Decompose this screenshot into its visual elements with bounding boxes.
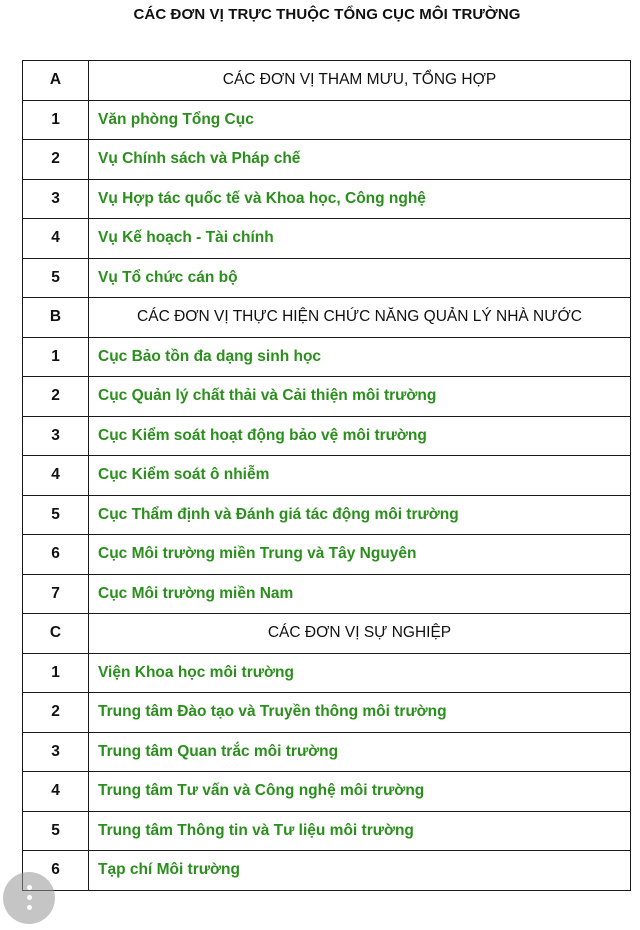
unit-link[interactable]: Vụ Tổ chức cán bộ <box>89 258 631 298</box>
table-row <box>23 140 631 180</box>
section-heading: CÁC ĐƠN VỊ SỰ NGHIỆP <box>89 614 631 654</box>
row-number: 3 <box>23 179 89 219</box>
row-number: 1 <box>23 100 89 140</box>
unit-link[interactable]: Cục Quản lý chất thải và Cải thiện môi trường <box>89 377 631 417</box>
table-row <box>23 416 631 456</box>
table-row <box>23 574 631 614</box>
row-number: 5 <box>23 495 89 535</box>
table-row <box>23 811 631 851</box>
row-number: 2 <box>23 140 89 180</box>
table-row <box>23 456 631 496</box>
row-number: 5 <box>23 811 89 851</box>
row-number: 6 <box>23 851 89 891</box>
table-row <box>23 377 631 417</box>
unit-link[interactable]: Cục Bảo tồn đa dạng sinh học <box>89 337 631 377</box>
unit-link[interactable]: Cục Môi trường miền Trung và Tây Nguyên <box>89 535 631 575</box>
unit-link[interactable]: Vụ Hợp tác quốc tế và Khoa học, Công nghệ <box>89 179 631 219</box>
row-number: 4 <box>23 219 89 259</box>
row-number: 2 <box>23 377 89 417</box>
row-number: 4 <box>23 772 89 812</box>
table-row <box>23 772 631 812</box>
table-row <box>23 179 631 219</box>
row-number: 2 <box>23 693 89 733</box>
row-number: 4 <box>23 456 89 496</box>
table-row <box>23 732 631 772</box>
row-number: 3 <box>23 416 89 456</box>
table-row <box>23 219 631 259</box>
unit-link[interactable]: Tạp chí Môi trường <box>89 851 631 891</box>
table-row <box>23 337 631 377</box>
section-header-row <box>23 61 631 101</box>
unit-link[interactable]: Vụ Chính sách và Pháp chế <box>89 140 631 180</box>
row-number: 1 <box>23 653 89 693</box>
more-vertical-icon <box>27 885 32 890</box>
section-code: C <box>23 614 89 654</box>
section-code: A <box>23 61 89 101</box>
unit-link[interactable]: Trung tâm Thông tin và Tư liệu môi trường <box>89 811 631 851</box>
row-number: 3 <box>23 732 89 772</box>
page-title: CÁC ĐƠN VỊ TRỰC THUỘC TỔNG CỤC MÔI TRƯỜNG <box>133 6 521 23</box>
section-heading: CÁC ĐƠN VỊ THỰC HIỆN CHỨC NĂNG QUẢN LÝ NHÀ NƯỚC <box>89 298 631 338</box>
more-vertical-icon <box>27 905 32 910</box>
section-heading: CÁC ĐƠN VỊ THAM MƯU, TỔNG HỢP <box>89 61 631 101</box>
section-header-row <box>23 298 631 338</box>
unit-link[interactable]: Vụ Kế hoạch - Tài chính <box>89 219 631 259</box>
row-number: 1 <box>23 337 89 377</box>
more-options-button[interactable] <box>3 872 55 924</box>
unit-link[interactable]: Văn phòng Tổng Cục <box>89 100 631 140</box>
section-code: B <box>23 298 89 338</box>
unit-link[interactable]: Cục Thẩm định và Đánh giá tác động môi trường <box>89 495 631 535</box>
unit-link[interactable]: Cục Môi trường miền Nam <box>89 574 631 614</box>
unit-link[interactable]: Cục Kiểm soát ô nhiễm <box>89 456 631 496</box>
table-row <box>23 495 631 535</box>
table-row <box>23 258 631 298</box>
table-row <box>23 851 631 891</box>
table-row <box>23 653 631 693</box>
row-number: 5 <box>23 258 89 298</box>
unit-link[interactable]: Viện Khoa học môi trường <box>89 653 631 693</box>
unit-link[interactable]: Cục Kiểm soát hoạt động bảo vệ môi trường <box>89 416 631 456</box>
row-number: 7 <box>23 574 89 614</box>
units-table <box>22 60 631 891</box>
table-row <box>23 535 631 575</box>
unit-link[interactable]: Trung tâm Quan trắc môi trường <box>89 732 631 772</box>
row-number: 6 <box>23 535 89 575</box>
section-header-row <box>23 614 631 654</box>
table-row <box>23 100 631 140</box>
table-row <box>23 693 631 733</box>
unit-link[interactable]: Trung tâm Tư vấn và Công nghệ môi trường <box>89 772 631 812</box>
more-vertical-icon <box>27 895 32 900</box>
unit-link[interactable]: Trung tâm Đào tạo và Truyền thông môi trường <box>89 693 631 733</box>
